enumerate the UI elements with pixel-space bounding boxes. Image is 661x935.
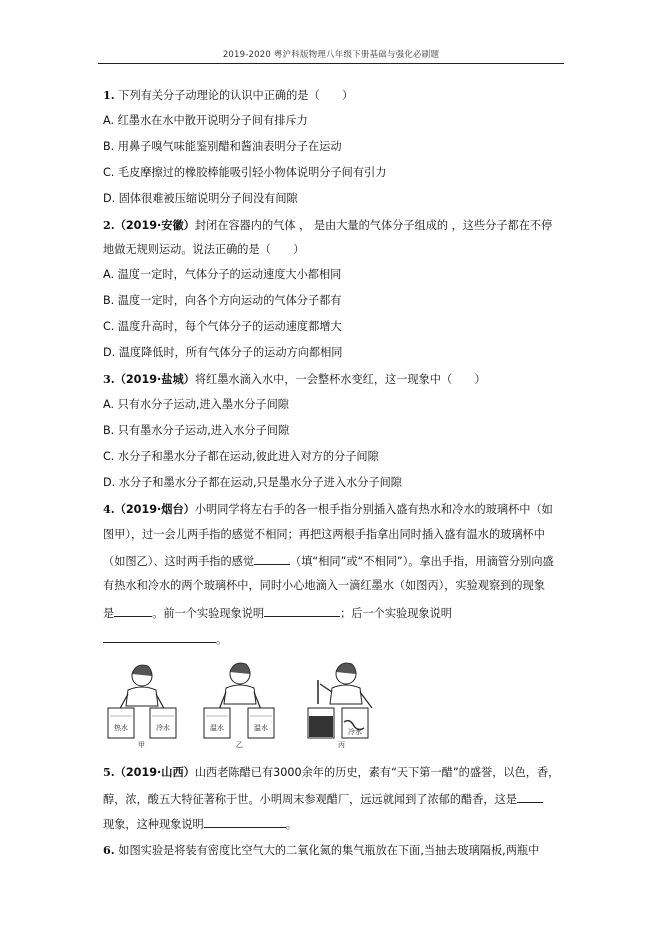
- question-text: 小明同学将左右手的各一根手指分别插入盛有热水和冷水的玻璃杯中（如: [194, 503, 553, 516]
- question-source: （2019·安徽）: [114, 219, 195, 232]
- q1-option-a: A. 红墨水在水中散开说明分子间有排斥力: [103, 114, 308, 127]
- question-4-line-5: 是 。前一个实验现象说明 ；后一个实验现象说明: [103, 607, 452, 620]
- q2-option-d: D. 温度降低时，所有气体分子的运动方向都相同: [103, 346, 343, 359]
- question-text: 将红墨水滴入水中，一会整杯水变红，这一现象中（ ）: [194, 373, 486, 386]
- question-number: 2.: [103, 218, 115, 232]
- question-source: （2019·盐城）: [114, 373, 195, 386]
- question-text: 封闭在容器内的气体 ， 是由大量的气体分子组成的 ，这些分子都在不停: [194, 219, 553, 232]
- q3-option-b: B. 只有墨水分子运动,进入水分子间隙: [103, 424, 290, 437]
- question-4-line-4: 有热水和冷水的两个玻璃杯中，同时小心地滴入一滴红墨水（如图丙），实验观察到的现象: [103, 579, 545, 592]
- figure-yi: [204, 663, 274, 748]
- q2-option-c: C. 温度升高时，每个气体分子的运动速度都增大: [103, 320, 342, 333]
- question-4-stem: [103, 502, 553, 517]
- question-text: 如图实验是将装有密度比空气大的二氧化氮的集气瓶放在下面,当抽去玻璃隔板,两瓶中: [118, 844, 540, 857]
- question-number: 3.: [103, 372, 115, 386]
- question-4-line-2: 图甲），过一会儿两手指的感觉不相同；再把这两根手指拿出同时插入盛有温水的玻璃杯中: [103, 528, 545, 541]
- answer-blank: [264, 605, 340, 617]
- question-text: 山西老陈醋已有3000余年的历史，素有“天下第一醋”的盛誉，以色，香，: [194, 766, 560, 779]
- q3-option-c: C. 水分子和墨水分子都在运动,彼此进入对方的分子间隙: [103, 450, 379, 463]
- page-header: 2019-2020 粤沪科版物理八年级下册基础与强化必刷题: [222, 50, 440, 60]
- question-5-stem: [103, 765, 559, 780]
- q1-option-d: D. 固体很难被压缩说明分子间没有间隙: [103, 192, 298, 205]
- question-source: （2019·山西）: [114, 766, 195, 779]
- cup-label: 冷水: [156, 724, 170, 732]
- q2-option-b: B. 温度一定时，向各个方向运动的气体分子都有: [103, 294, 342, 307]
- question-source: （2019·烟台）: [114, 503, 195, 516]
- question-3-stem: [103, 372, 486, 387]
- answer-blank: [517, 791, 543, 803]
- question-6-stem: [103, 843, 539, 858]
- cup-label: 温水: [210, 724, 224, 732]
- answer-blank: [254, 553, 290, 565]
- question-5-line-2: 醇，浓，酸五大特征著称于世。小明周末参观醋厂，远远就闻到了浓郁的醋香，这是: [103, 791, 543, 807]
- answer-blank: [204, 816, 286, 828]
- question-number: 6.: [103, 843, 115, 857]
- question-2-stem: [103, 218, 552, 233]
- q1-option-b: B. 用鼻子嗅气味能鉴别醋和酱油表明分子在运动: [103, 140, 342, 153]
- question-number: 4.: [103, 502, 115, 516]
- question-4-line-3: （如图乙）、这时两手指的感觉 （填“相同”或“不相同”）。拿出手指，用滴管分别向盛: [103, 555, 554, 568]
- cup-label: 温水: [254, 724, 268, 732]
- question-2-stem-cont: 地做无规则运动。说法正确的是（ ）: [103, 243, 305, 256]
- figure-label-jia: 甲: [138, 741, 145, 748]
- figure-jia: [108, 665, 176, 748]
- question-text: 下列有关分子动理论的认识中正确的是（ ）: [118, 89, 354, 102]
- cup-label: 热水: [114, 724, 128, 732]
- figure-label-yi: 乙: [236, 741, 243, 748]
- q1-option-c: C. 毛皮摩擦过的橡胶棒能吸引轻小物体说明分子间有引力: [103, 166, 387, 179]
- q3-option-d: D. 水分子和墨水分子都在运动,只是墨水分子进入水分子间隙: [103, 476, 402, 489]
- q2-option-a: A. 温度一定时，气体分子的运动速度大小都相同: [103, 268, 342, 281]
- answer-blank: [114, 605, 152, 617]
- question-number: 1.: [103, 88, 115, 102]
- header-divider: [98, 63, 564, 64]
- question-4-line-6: 。: [103, 631, 227, 647]
- answer-blank: [103, 631, 216, 643]
- question-1-stem: [103, 88, 353, 103]
- question-number: 5.: [103, 765, 115, 779]
- figure-bing: [308, 663, 372, 748]
- q3-option-a: A. 只有水分子运动,进入墨水分子间隙: [103, 398, 289, 411]
- question-5-line-3: 现象，这种现象说明 。: [103, 818, 297, 831]
- figure-label-bing: 丙: [338, 741, 345, 748]
- experiment-figure: [100, 656, 390, 748]
- cup-label: 冷水: [348, 728, 362, 736]
